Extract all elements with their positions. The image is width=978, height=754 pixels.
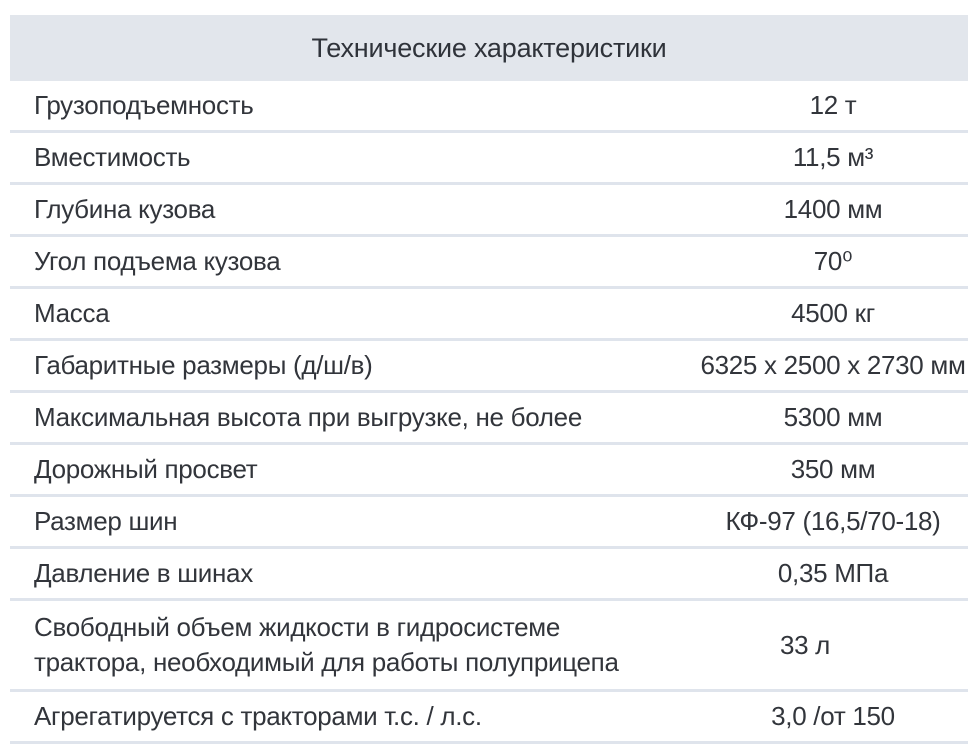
table-row	[10, 393, 968, 445]
spec-label: Глубина кузова	[34, 193, 216, 224]
table-row	[10, 133, 968, 185]
spec-label: Масса	[34, 297, 110, 328]
table-row	[10, 81, 968, 133]
spec-label: Вместимость	[34, 141, 191, 172]
spec-label: Дорожный просвет	[34, 453, 258, 484]
spec-value: 350 мм	[790, 454, 876, 484]
table-row	[10, 237, 968, 289]
spec-value: 5300 мм	[783, 402, 883, 432]
spec-label: Максимальная высота при выгрузке, не более	[34, 401, 583, 432]
spec-value: 3,0 /от 150	[771, 701, 895, 732]
spec-value: 12 т	[809, 90, 857, 120]
spec-value: 33 л	[779, 629, 831, 660]
spec-label: Давление в шинах	[34, 557, 253, 588]
spec-value: 11,5 м³	[792, 142, 874, 172]
spec-label: Габаритные размеры (д/ш/в)	[34, 349, 373, 380]
table-row	[10, 445, 968, 497]
spec-label: Агрегатируется с тракторами т.с. / л.с.	[34, 700, 482, 731]
spec-label: Грузоподъемность	[34, 89, 254, 120]
table-row	[10, 289, 968, 341]
spec-value: 6325 х 2500 х 2730 мм	[700, 350, 966, 380]
table-row	[10, 185, 968, 237]
spec-value: 1400 мм	[783, 194, 883, 224]
table-row	[10, 497, 968, 549]
spec-label: Размер шин	[34, 505, 178, 536]
spec-value: 4500 кг	[791, 298, 875, 328]
spec-value: КФ-97 (16,5/70-18)	[725, 506, 941, 536]
table-row	[10, 341, 968, 393]
spec-label: Угол подъема кузова	[34, 245, 281, 276]
specs-table	[10, 15, 968, 744]
table-row	[10, 601, 968, 692]
spec-value: 0,35 МПа	[777, 558, 889, 588]
table-row	[10, 549, 968, 601]
spec-value: 70⁰	[813, 246, 853, 276]
table-row	[10, 692, 968, 744]
table-header	[10, 15, 968, 81]
table-title: Технические характеристики	[311, 32, 667, 63]
spec-label: Свободный объем жидкости в гидросистеме трактора, необходимый для работы полуприцепа	[34, 612, 619, 678]
